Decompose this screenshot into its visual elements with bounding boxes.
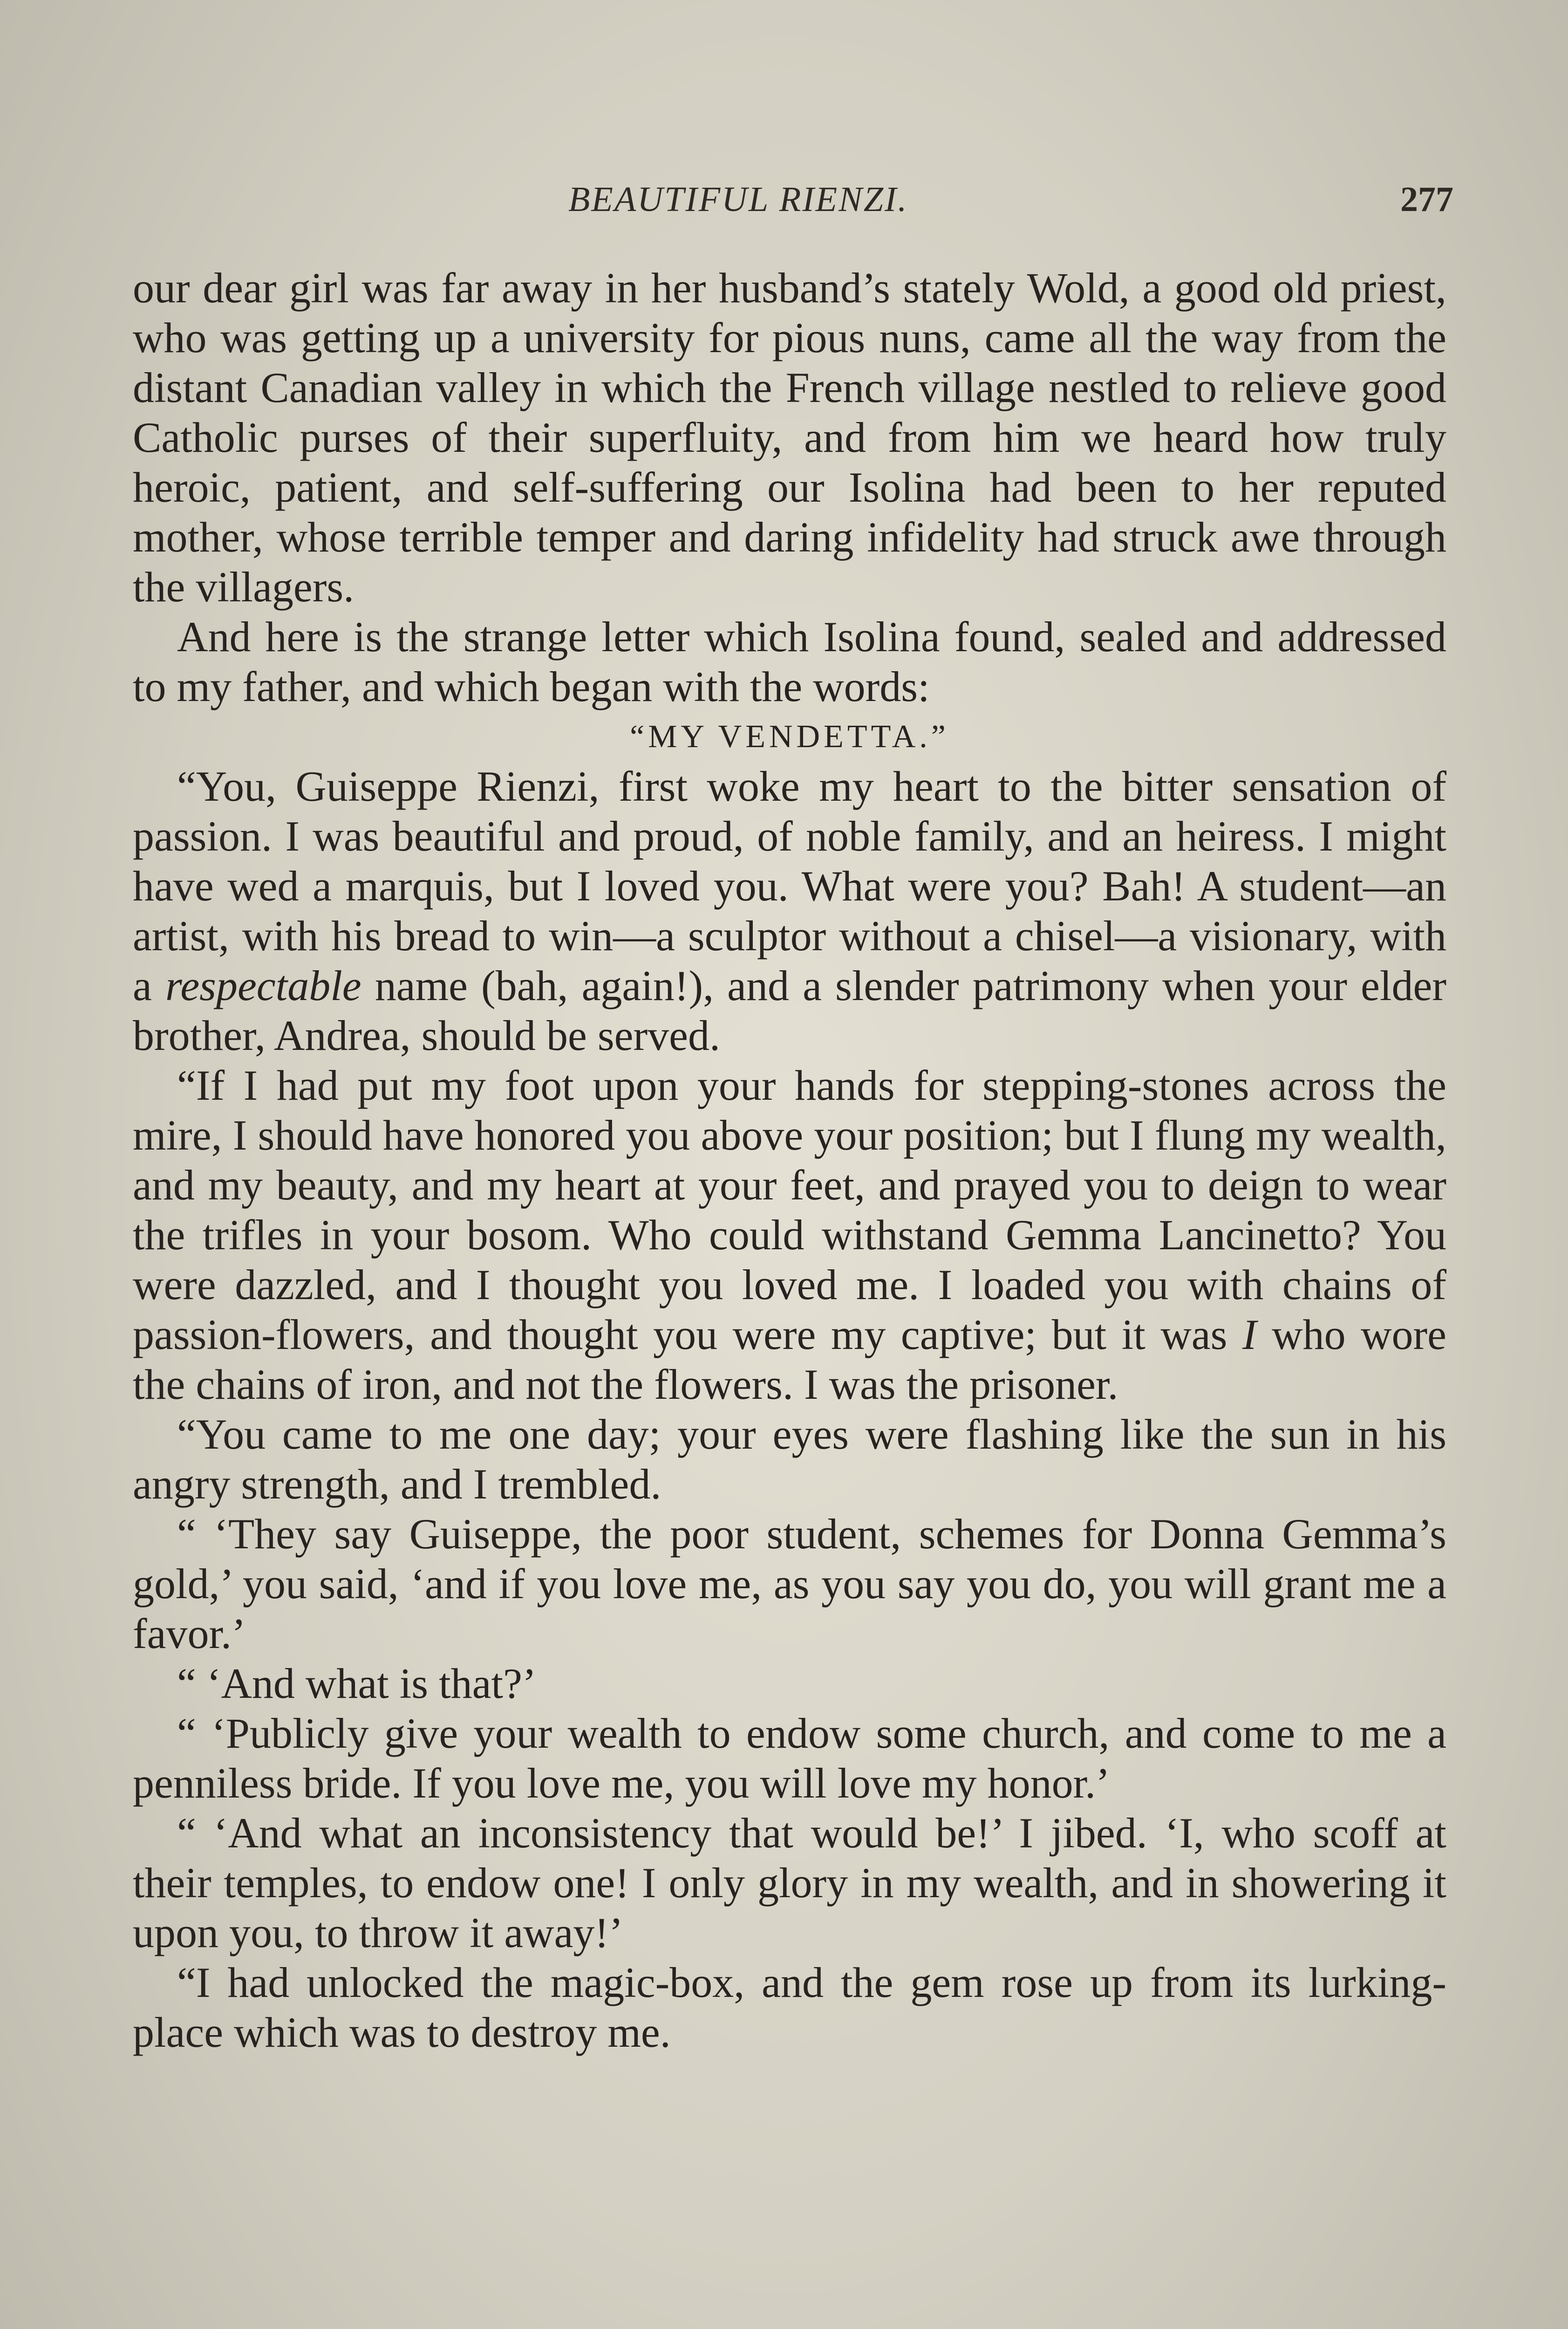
running-title: BEAUTIFUL RIENZI. xyxy=(568,180,908,219)
paragraph-10: “I had unlocked the magic-box, and the gem rose up from its lurking-place which was to destroy me. xyxy=(133,1959,1446,2056)
paragraph-4 xyxy=(133,1061,1446,1410)
page-number: 277 xyxy=(1400,180,1453,219)
paragraph-1: our dear girl was far away in her husband’s stately Wold, a good old priest, who was getting up a university for pious nuns, came all the way from the distant Canadian valley in which the French village nestled to relieve good Catholic purses of their superfluity, and from him we heard how truly heroic, patient, and self-suffering our Isolina had been to her reputed mother, whose terrible temper and daring infidelity had struck awe through the villagers. xyxy=(133,264,1446,611)
paragraph-3-end: name (bah, again!), and a slender patrimony when your elder brother, Andrea, should be served. xyxy=(133,962,1446,1059)
paragraph-3 xyxy=(133,762,1446,1061)
paragraph-9: “ ‘And what an inconsistency that would be!’ I jibed. ‘I, who scoff at their temples, to endow one! I only glory in my wealth, and in showering it upon you, to throw it away!’ xyxy=(133,1809,1446,1956)
letter-heading: “MY VENDETTA.” xyxy=(630,719,949,755)
page-header xyxy=(568,179,1453,231)
paragraph-3-text: “You, Guiseppe Rienzi, first woke my heart to the bitter sensation of passion. I was beautiful and proud, of noble family, and an heiress. I might have wed a marquis, but I loved you. What were you? Bah! A student—an artist, with his bread to win—a sculptor without a chisel—a visionary, with a xyxy=(133,763,1446,1009)
paragraph-5: “You came to me one day; your eyes were flashing like the sun in his angry strength, and I trembled. xyxy=(133,1410,1446,1508)
paragraph-8: “ ‘Publicly give your wealth to endow some church, and come to me a penniless bride. If you love me, you will love my honor.’ xyxy=(133,1709,1446,1807)
body-text xyxy=(133,263,1446,2057)
paragraph-7: “ ‘And what is that?’ xyxy=(177,1660,537,1707)
paragraph-6: “ ‘They say Guiseppe, the poor student, schemes for Donna Gemma’s gold,’ you said, ‘and if you love me, as you say you do, you will grant me a favor.’ xyxy=(133,1510,1446,1657)
paragraph-2: And here is the strange letter which Isolina found, sealed and addressed to my father, and which began with the words: xyxy=(133,613,1446,710)
paragraph-4-italic: I xyxy=(1242,1311,1257,1358)
paragraph-4-text: “If I had put my foot upon your hands for stepping-stones across the mire, I should have honored you above your position; but I flung my wealth, and my beauty, and my heart at your feet, and prayed you to deign to wear the trifles in your bosom. Who could withstand Gemma Lancinetto? You were dazzled, and I thought you loved me. I loaded you with chains of passion-flowers, and thought you were my captive; but it was xyxy=(133,1062,1446,1358)
paragraph-4-end: who wore the chains of iron, and not the flowers. I was the prisoner. xyxy=(133,1311,1447,1408)
paragraph-3-italic: respectable xyxy=(165,962,361,1009)
